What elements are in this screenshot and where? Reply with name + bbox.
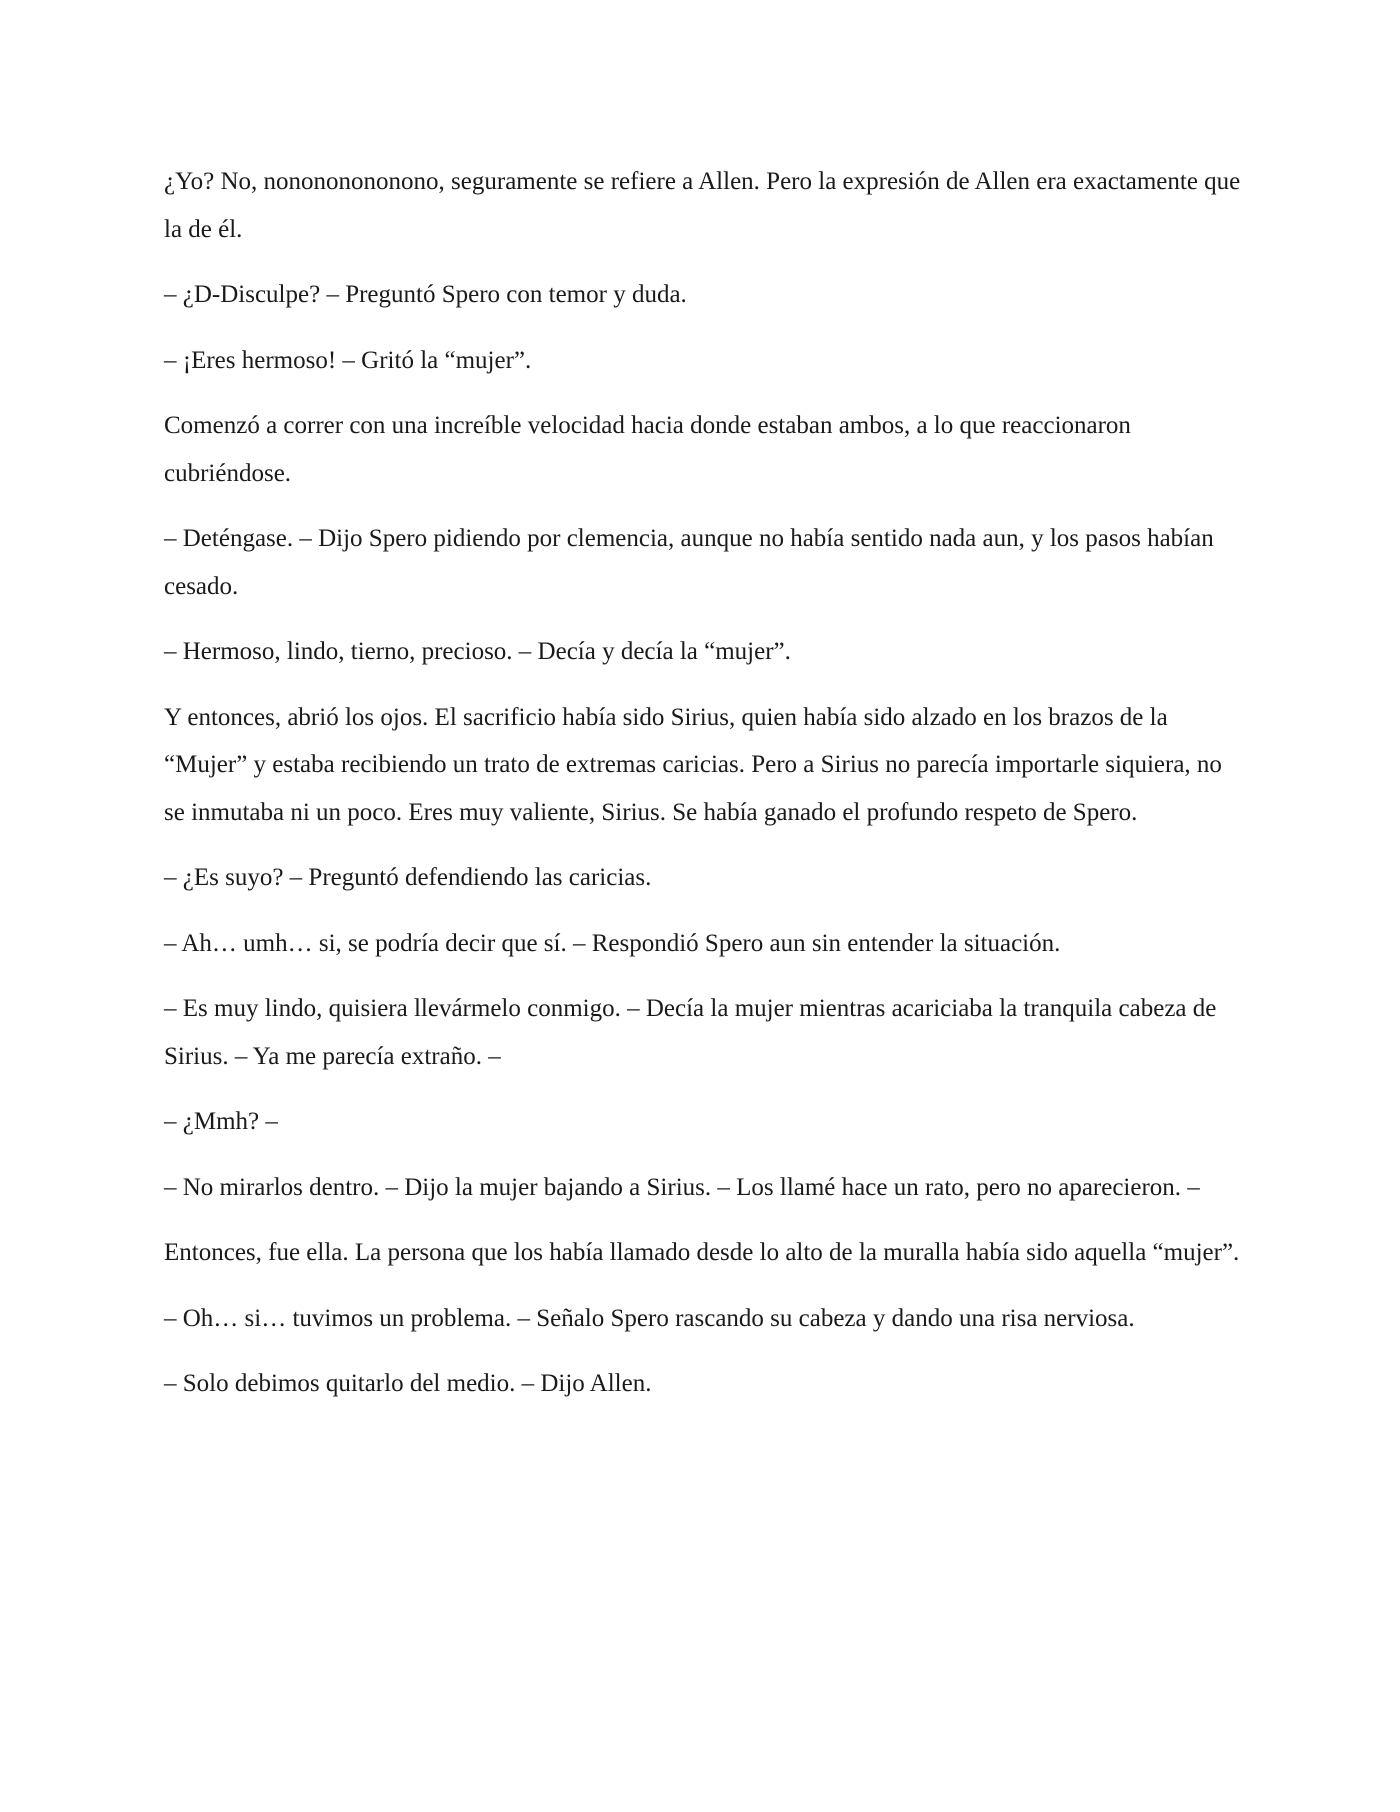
paragraph-5: – Deténgase. – Dijo Spero pidiendo por clemencia, aunque no había sentido nada aun, y los pasos habían cesado. (164, 525, 1214, 600)
paragraph-3: – ¡Eres hermoso! – Gritó la “mujer”. (164, 346, 532, 374)
paragraph-9: – Ah… umh… si, se podría decir que sí. – Respondió Spero aun sin entender la situación. (164, 929, 1061, 957)
paragraph-11: – ¿Mmh? – (164, 1108, 278, 1135)
paragraph-2: – ¿D-Disculpe? – Preguntó Spero con temor y duda. (164, 281, 687, 308)
paragraph-15: – Solo debimos quitarlo del medio. – Dijo Allen. (164, 1370, 652, 1397)
paragraph-8: – ¿Es suyo? – Preguntó defendiendo las caricias. (164, 864, 652, 891)
paragraph-6: – Hermoso, lindo, tierno, precioso. – Decía y decía la “mujer”. (164, 638, 791, 665)
document-body (164, 158, 1244, 1426)
paragraph-12: – No mirarlos dentro. – Dijo la mujer bajando a Sirius. – Los llamé hace un rato, pero no aparecieron. – (164, 1173, 1200, 1201)
paragraph-14: – Oh… si… tuvimos un problema. – Señalo Spero rascando su cabeza y dando una risa nerviosa. (164, 1304, 1135, 1332)
paragraph-1: ¿Yo? No, nonononononono, seguramente se refiere a Allen. Pero la expresión de Allen era exactamente que la de él. (164, 168, 1241, 243)
paragraph-4: Comenzó a correr con una increíble velocidad hacia donde estaban ambos, a lo que reaccionaron cubriéndose. (164, 412, 1131, 487)
paragraph-10: – Es muy lindo, quisiera llevármelo conmigo. – Decía la mujer mientras acariciaba la tranquila cabeza de Sirius. – Ya me parecía extraño. – (164, 995, 1217, 1070)
paragraph-7: Y entonces, abrió los ojos. El sacrificio había sido Sirius, quien había sido alzado en los brazos de la “Mujer” y estaba recibiendo un trato de extremas caricias. Pero a Sirius no parecía importarle siquiera, no se inmutaba ni un poco. Eres muy valiente, Sirius. Se había ganado el profundo respeto de Spero. (164, 703, 1222, 826)
paragraph-13: Entonces, fue ella. La persona que los había llamado desde lo alto de la muralla había sido aquella “mujer”. (164, 1239, 1240, 1266)
